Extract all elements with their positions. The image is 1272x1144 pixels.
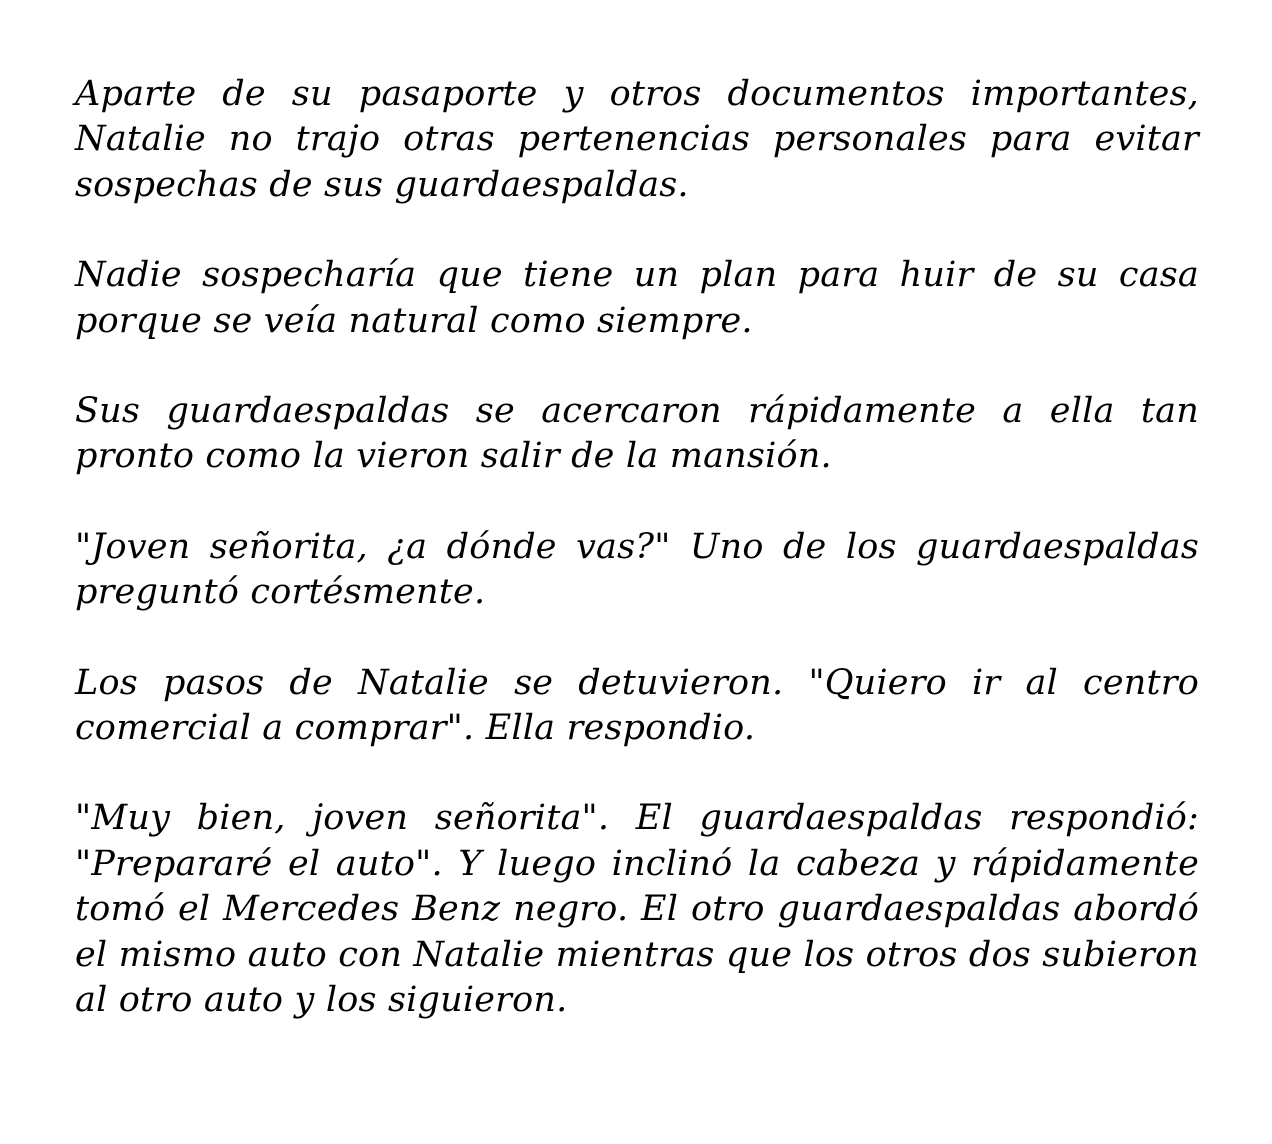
paragraph: "Muy bien, joven señorita". El guardaespaldas respondió: "Prepararé el auto". Y luego inclinó la cabeza y rápidamente tomó el Mercedes Benz negro. El otro guardaespaldas abordó el mismo auto con Natalie mientras que los otros dos subieron al otro auto y los siguieron. [75, 798, 1199, 1021]
paragraph: Sus guardaespaldas se acercaron rápidamente a ella tan pronto como la vieron salir de la mansión. [75, 391, 1199, 477]
paragraph: Los pasos de Natalie se detuvieron. "Quiero ir al centro comercial a comprar". Ella respondio. [75, 662, 1199, 749]
paragraph: Aparte de su pasaporte y otros documentos importantes, Natalie no trajo otras pertenencias personales para evitar sospechas de sus guardaespaldas. [75, 74, 1199, 205]
document-body [75, 72, 1199, 1024]
paragraph: Nadie sospecharía que tiene un plan para huir de su casa porque se veía natural como siempre. [75, 255, 1199, 341]
paragraph: "Joven señorita, ¿a dónde vas?" Uno de los guardaespaldas preguntó cortésmente. [75, 526, 1199, 613]
